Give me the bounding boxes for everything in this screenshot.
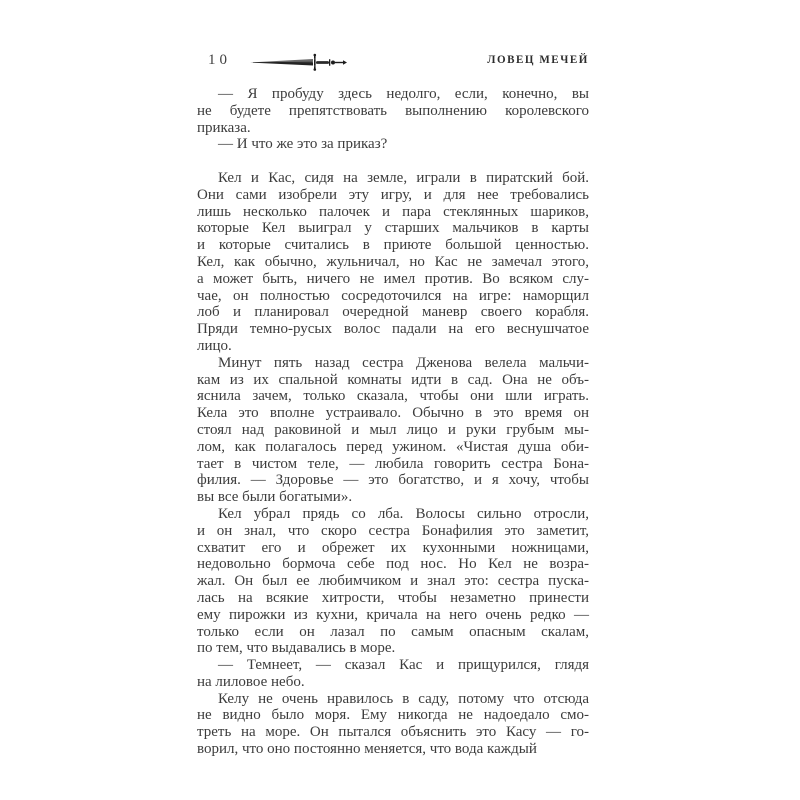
text-line: и он знал, что скоро сестра Бонафилия это заметит,: [197, 522, 589, 539]
text-line: а может быть, ничего не имел против. Во всяком слу-: [197, 270, 589, 287]
text-line: чае, он полностью сосредоточился на игре: наморщил: [197, 287, 589, 304]
text-line: Кел и Кас, сидя на земле, играли в пиратский бой.: [218, 169, 589, 186]
text-line: не видно было моря. Ему никогда не надоедало смо-: [197, 707, 589, 724]
scene-break: [197, 153, 589, 170]
text-line: Келу не очень нравилось в саду, потому что отсюда: [218, 690, 589, 707]
text-line: Кела это вполне устраивало. Обычно в это время он: [197, 405, 589, 422]
text-line: схватит его и обрежет их кухонными ножницами,: [197, 539, 589, 556]
text-line: треть на море. Он пытался объяснить это Касу — го-: [197, 724, 589, 741]
paragraph: [197, 506, 589, 657]
text-line: — Темнеет, — сказал Кас и прищурился, глядя: [218, 657, 589, 674]
text-line: только если он лазал по самым опасным скалам,: [197, 623, 589, 640]
text-line: лишь несколько палочек и пара стеклянных шариков,: [197, 203, 589, 220]
text-line: тает в чистом теле, — любила говорить сестра Бона-: [197, 455, 589, 472]
text-line: — И что же это за приказ?: [218, 136, 388, 153]
text-line: лицо.: [197, 337, 232, 354]
text-line: недовольно бормоча себе под нос. Но Кел не возра-: [197, 556, 589, 573]
text-line: — Я пробуду здесь недолго, если, конечно, вы: [218, 86, 589, 102]
text-line: стоял над раковиной и мыл лицо и руки грубым мы-: [197, 421, 589, 438]
text-line: которые Кел выиграл у старших мальчиков в карты: [197, 220, 589, 237]
paragraph: [197, 355, 589, 506]
running-title: ЛОВЕЦ МЕЧЕЙ: [487, 54, 589, 66]
text-line: приказа.: [197, 119, 251, 136]
paragraph: [197, 136, 589, 153]
text-line: жал. Он был ее любимчиком и знал это: сестра пуска-: [197, 573, 589, 590]
text-line: Пряди темно-русых волос падали на его веснушчатое: [197, 321, 589, 338]
text-line: ворил, что оно постоянно меняется, что вода каждый: [197, 741, 537, 758]
text-line: и которые считались в приюте большой ценностью.: [197, 237, 589, 254]
page-header: [197, 50, 589, 74]
dagger-ornament-icon: [249, 50, 353, 74]
text-line: ему пирожки из кухни, кричала на него очень редко —: [197, 606, 589, 623]
paragraph: [197, 86, 589, 136]
paragraph: [197, 657, 589, 691]
text-line: по тем, что выдавались в море.: [197, 640, 396, 657]
text-line: не будете препятствовать выполнению королевского: [197, 102, 589, 119]
paragraph: [197, 691, 589, 758]
text-line: лом, как полагалось перед ужином. «Чистая душа оби-: [197, 438, 589, 455]
text-line: лась на всякие хитрости, чтобы незаметно принести: [197, 589, 589, 606]
text-line: филия. — Здоровье — это богатство, и я хочу, чтобы: [197, 472, 589, 489]
page-number: 10: [208, 52, 231, 68]
text-line: кам из их спальной комнаты идти в сад. Она не объ-: [197, 371, 589, 388]
paragraph: [197, 170, 589, 355]
text-line: яснила зачем, только сказала, чтобы они шли играть.: [197, 388, 589, 405]
text-line: Они сами изобрели эту игру, и для нее требовались: [197, 186, 589, 203]
text-line: на лиловое небо.: [197, 673, 305, 690]
text-line: Кел, как обычно, жульничал, но Кас не замечал этого,: [197, 253, 589, 270]
text-line: Минут пять назад сестра Дженова велела мальчи-: [218, 354, 589, 371]
text-line: Кел убрал прядь со лба. Волосы сильно отросли,: [218, 505, 589, 522]
text-line: вы все были богатыми».: [197, 489, 353, 506]
text-column: [197, 86, 589, 758]
text-line: лоб и планировал очередной маневр своего корабля.: [197, 304, 589, 321]
